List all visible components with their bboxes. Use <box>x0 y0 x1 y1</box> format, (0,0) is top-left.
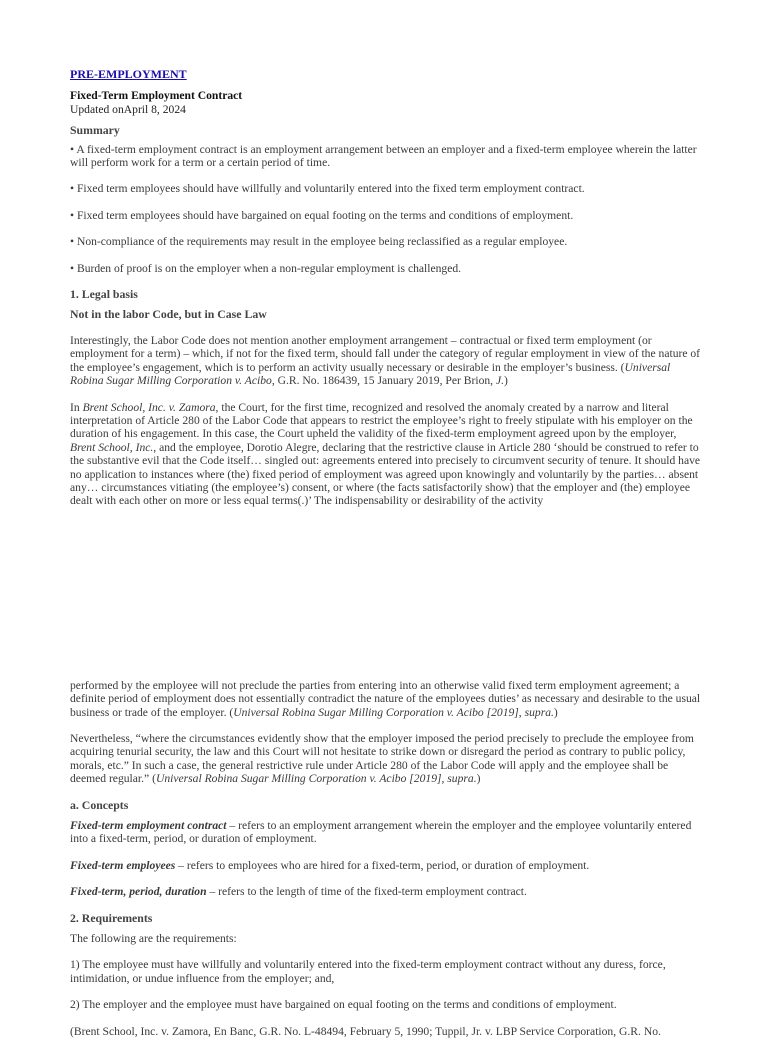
article-body <box>70 68 702 1051</box>
summary-bullet: • Non-compliance of the requirements may result in the employee being reclassified as a regular employee. <box>70 235 568 249</box>
requirement-item: 2) The employer and the employee must have bargained on equal footing on the terms and conditions of employment. <box>70 998 617 1012</box>
brent-school-paragraph: In Brent School, Inc. v. Zamora, the Court, for the first time, recognized and resolved the anomaly created by a narrow and literal interpretation of Article 280 of the Labor Code that appears to restrict the employee’s right to freely stipulate with his employer on the duration of his engagement. In this case, the Court upheld the validity of the fixed-term employment agreed upon by the employer, Brent School, Inc., and the employee, Dorotio Alegre, declaring that the restrictive clause in Article 280 ‘should be construed to refer to the substantive evil that the Code itself… singled out: agreements entered into precisely to circumvent security of tenure. It should have no application to instances where (the) fixed period of employment was agreed upon knowingly and voluntarily by the parties… absent any… circumstances vitiating (the employee’s) consent, or where (the facts satisfactorily show) that the employer and (the) employee dealt with each other on more or less equal terms(.)’ The indispensability or desirability of the activity <box>70 400 701 508</box>
concept-term: Fixed-term employees <box>70 858 176 872</box>
case-citation: Universal Robina Sugar Milling Corporation v. Acibo <box>70 360 671 388</box>
concept-item: Fixed-term employees – refers to employees who are hired for a fixed-term, period, or duration of employment. <box>70 858 590 872</box>
concept-term: Fixed-term employment contract <box>70 819 227 832</box>
page-break-gap <box>70 521 702 679</box>
summary-bullet: • Fixed term employees should have bargained on equal footing on the terms and conditions of employment. <box>70 208 574 222</box>
requirements-intro: The following are the requirements: <box>70 932 237 946</box>
legal-basis-paragraph-continued: performed by the employee will not preclude the parties from entering into an otherwise valid fixed term employment agreement; a definite period of employment does not essentially contradict the nature of the employees duties’ as necessary and desirable to the usual business or trade of the employer. (Universal Robina Sugar Milling Corporation v. Acibo [2019], supra.) <box>70 678 701 719</box>
legal-basis-heading: 1. Legal basis <box>70 287 138 302</box>
updated-date: Updated onApril 8, 2024 <box>70 102 186 116</box>
summary-bullet: • Fixed term employees should have willfully and voluntarily entered into the fixed term employment contract. <box>70 182 585 196</box>
case-citation: Brent School, Inc. v. Zamora <box>82 400 216 414</box>
concepts-heading: a. Concepts <box>70 797 129 812</box>
summary-bullet: • A fixed-term employment contract is an employment arrangement between an employer and a fixed-term employee wherein the latter will perform work for a term or a certain period of time. <box>70 142 697 170</box>
requirement-item: 1) The employee must have willfully and voluntarily entered into the fixed-term employment contract without any duress, force, intimidation, or undue influence from the employer; and, <box>70 958 666 985</box>
concept-term: Fixed-term, period, duration <box>70 885 207 899</box>
article-title: Fixed-Term Employment Contract <box>70 89 243 103</box>
legal-basis-paragraph: Interestingly, the Labor Code does not mention another employment arrangement – contractual or fixed term employment (or employment for a term) – which, if not for the fixed term, should fall under the category of regular employment in view of the nature of the employee’s engagement, which is to perform an activity usually necessary or desirable in the employer’s business. (Universal Robina Sugar Milling Corporation v. Acibo, G.R. No. 186439, 15 January 2019, Per Brion, J.) <box>70 333 701 388</box>
summary-bullet: • Burden of proof is on the employer when a non-regular employment is challenged. <box>70 261 462 275</box>
citation-line-cut: (Brent School, Inc. v. Zamora, En Banc, G.R. No. L-48494, February 5, 1990; Tuppil, Jr. v. LBP Service Corporation, G.R. No. <box>70 1024 661 1038</box>
legal-basis-subheading: Not in the labor Code, but in Case Law <box>70 307 267 322</box>
category-link[interactable]: PRE-EMPLOYMENT <box>70 67 187 81</box>
summary-heading: Summary <box>70 123 120 138</box>
case-citation: Brent School, Inc. <box>70 440 154 454</box>
case-citation: Universal Robina Sugar Milling Corporation v. Acibo [2019] <box>155 772 442 786</box>
nevertheless-paragraph: Nevertheless, “where the circumstances evidently show that the employer imposed the period precisely to preclude the employee from acquiring tenurial security, the law and this Court will not hesitate to strike down or disregard the period as contrary to public policy, morals, etc.” In such a case, the general restrictive rule under Article 280 of the Labor Code will apply and the employee shall be deemed regular.” (Universal Robina Sugar Milling Corporation v. Acibo [2019], supra.) <box>70 731 694 786</box>
concept-item: Fixed-term employment contract – refers to an employment arrangement wherein the employer and the employee voluntarily entered into a fixed-term, period, or duration of employment. <box>70 819 692 846</box>
case-citation: Universal Robina Sugar Milling Corporation v. Acibo [2019] <box>233 705 519 719</box>
concept-item: Fixed-term, period, duration – refers to the length of time of the fixed-term employment contract. <box>70 885 527 899</box>
requirements-heading: 2. Requirements <box>70 910 153 925</box>
